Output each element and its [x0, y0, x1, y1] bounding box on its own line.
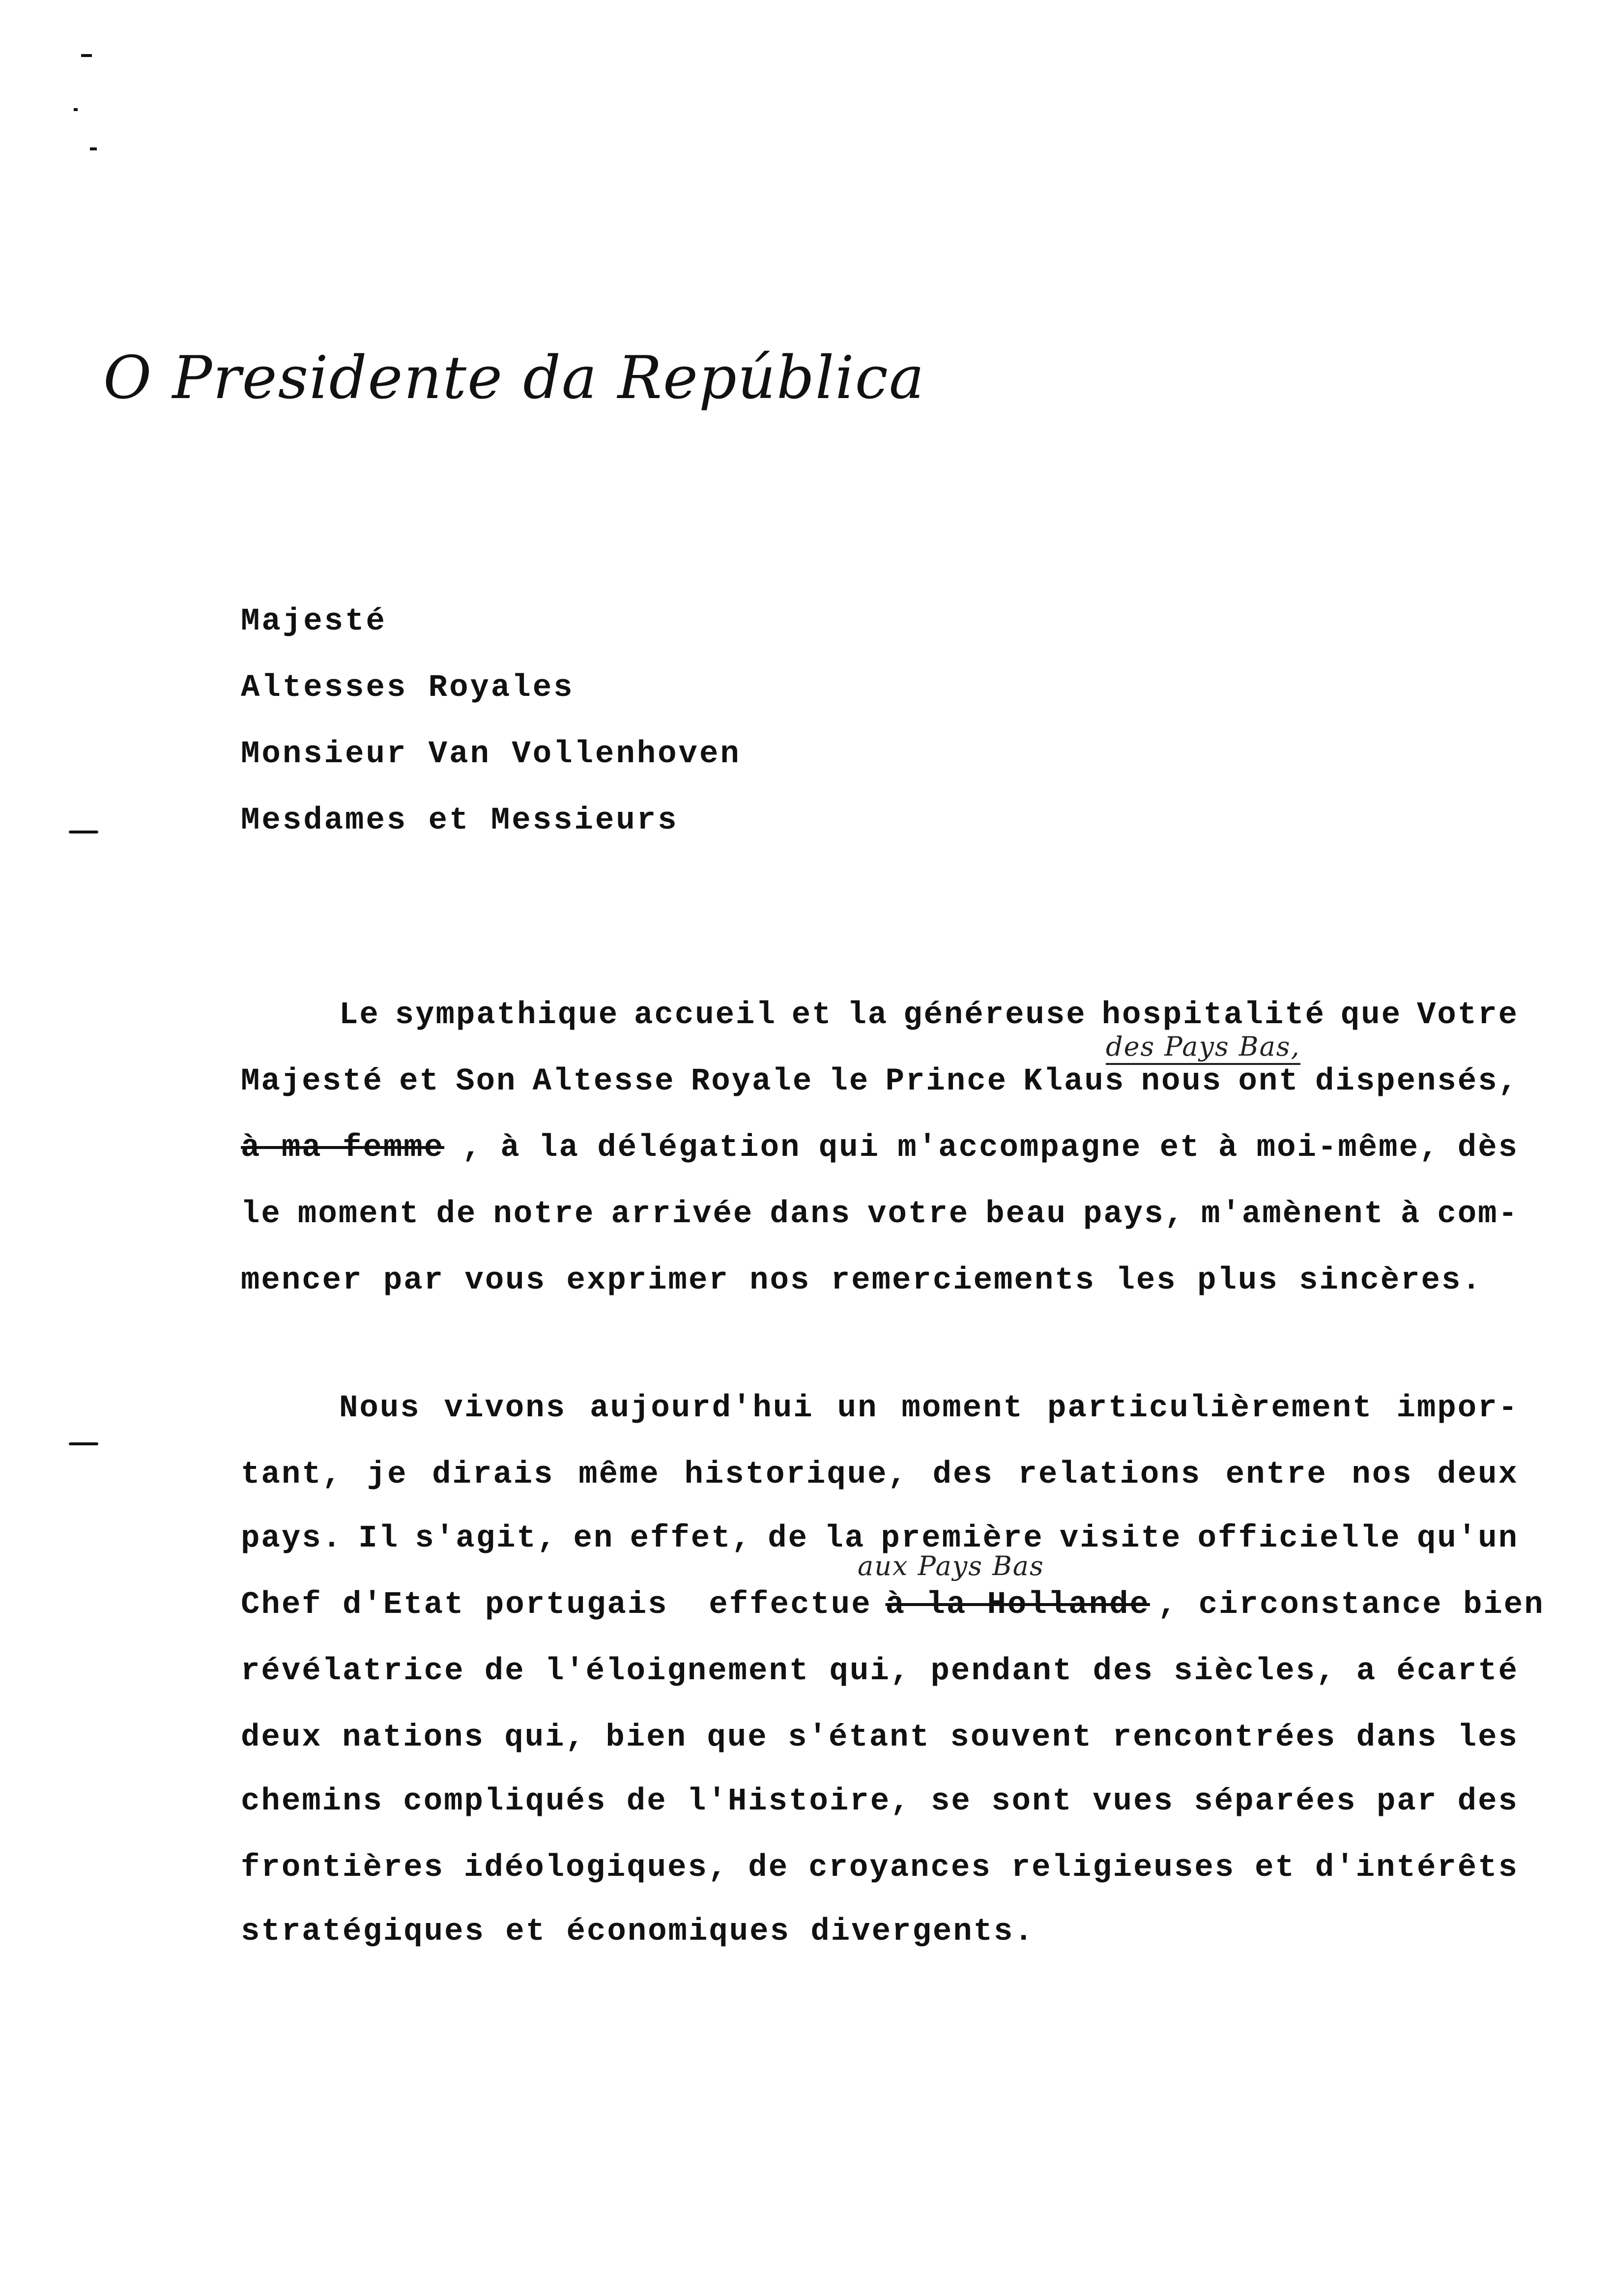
word: la	[847, 998, 889, 1033]
word: et	[399, 1064, 440, 1099]
word: religieuses	[1011, 1850, 1236, 1886]
paragraph-2-line-8	[241, 1850, 1519, 1886]
word: le	[241, 1197, 282, 1232]
word: idéologiques,	[464, 1850, 729, 1886]
word: nos	[1352, 1457, 1413, 1492]
paragraph-1-line-3	[241, 1130, 1519, 1166]
word: se	[930, 1784, 972, 1819]
word: effet,	[630, 1521, 752, 1556]
word: entre	[1225, 1457, 1327, 1492]
margin-mark	[69, 1442, 98, 1445]
word: moi-même,	[1256, 1130, 1440, 1166]
line-text: mencer par vous exprimer nos remerciements les plus sincères.	[241, 1263, 1482, 1298]
word: ,	[462, 1130, 483, 1166]
word: vivons	[444, 1391, 567, 1426]
word: Klaus	[1023, 1064, 1125, 1099]
word: et	[1159, 1130, 1201, 1166]
word: nations	[342, 1720, 485, 1755]
word: délégation	[597, 1130, 801, 1166]
word: pays.	[241, 1521, 343, 1556]
word: la	[539, 1130, 579, 1166]
word: généreuse	[903, 998, 1087, 1033]
word: Votre	[1416, 998, 1519, 1033]
word: les	[1457, 1720, 1519, 1755]
word: dispensés,	[1315, 1064, 1519, 1099]
line-text: stratégiques et économiques divergents.	[241, 1914, 1035, 1950]
word: séparées	[1194, 1784, 1357, 1819]
word: dans	[770, 1197, 852, 1232]
handwritten-insert: aux Pays Bas	[858, 1550, 1044, 1581]
salutation-line: Monsieur Van Vollenhoven	[241, 737, 741, 772]
word: s'agit,	[415, 1521, 558, 1556]
word: officielle	[1197, 1521, 1401, 1556]
word: qu'un	[1416, 1521, 1519, 1556]
word: première	[881, 1521, 1044, 1556]
word: Le	[339, 998, 380, 1033]
word: la	[824, 1521, 865, 1556]
word: impor-	[1396, 1391, 1519, 1426]
word: des	[1457, 1784, 1519, 1819]
word: l'éloignement	[545, 1654, 810, 1689]
word: et	[1255, 1850, 1295, 1886]
salutation-line: Altesses Royales	[241, 670, 575, 706]
word: de	[484, 1654, 525, 1689]
word: à	[500, 1130, 521, 1166]
word: accueil	[634, 998, 777, 1033]
word: deux	[1437, 1457, 1519, 1492]
word: aujourd'hui	[590, 1391, 814, 1426]
paragraph-2-line-7	[241, 1784, 1519, 1819]
word: m'accompagne	[897, 1130, 1142, 1166]
word: un	[837, 1391, 878, 1426]
paragraph-2-line-1	[339, 1391, 1519, 1426]
word: de	[748, 1850, 789, 1886]
word: et	[791, 998, 833, 1033]
word: nous	[1141, 1064, 1223, 1099]
word: hospitalité	[1101, 998, 1326, 1033]
line-text: Chef d'Etat portugais effectue	[241, 1587, 872, 1623]
paragraph-2-line-5	[241, 1654, 1519, 1689]
word: beau	[985, 1197, 1067, 1232]
word: Il	[358, 1521, 400, 1556]
word: des	[1093, 1654, 1154, 1689]
word: Majesté	[241, 1064, 383, 1099]
word: frontières	[241, 1850, 445, 1886]
word: souvent	[950, 1720, 1093, 1755]
word: pays,	[1083, 1197, 1185, 1232]
word: notre	[493, 1197, 595, 1232]
word: Altesse	[532, 1064, 675, 1099]
word: dès	[1457, 1130, 1519, 1166]
word: sont	[991, 1784, 1073, 1819]
word: particulièrement	[1047, 1391, 1373, 1426]
paragraph-1-line-1	[339, 998, 1519, 1033]
word: écarté	[1396, 1654, 1519, 1689]
salutation-line: Majesté	[241, 604, 387, 639]
word: à	[1218, 1130, 1239, 1166]
margin-mark	[69, 831, 98, 833]
handwritten-insert: des Pays Bas,	[1106, 1031, 1300, 1065]
margin-mark	[90, 147, 97, 150]
word: dirais	[432, 1457, 554, 1492]
word: même	[578, 1457, 660, 1492]
struck-text: à la Hollande	[885, 1587, 1150, 1623]
paragraph-1-line-5	[241, 1263, 1519, 1298]
word: croyances	[808, 1850, 992, 1886]
margin-mark	[74, 108, 78, 111]
word: qui,	[829, 1654, 911, 1689]
word: Nous	[339, 1391, 421, 1426]
word: que	[707, 1720, 768, 1755]
word: je	[367, 1457, 408, 1492]
word: en	[573, 1521, 614, 1556]
word: ont	[1238, 1064, 1299, 1099]
word: vues	[1093, 1784, 1174, 1819]
word: m'amènent	[1201, 1197, 1384, 1232]
salutation-line: Mesdames et Messieurs	[241, 803, 679, 838]
word: sympathique	[395, 998, 619, 1033]
word: Royale	[691, 1064, 813, 1099]
word: pendant	[930, 1654, 1073, 1689]
word: moment	[297, 1197, 420, 1232]
word: des	[932, 1457, 994, 1492]
paragraph-2-line-6	[241, 1720, 1519, 1755]
word: d'intérêts	[1315, 1850, 1519, 1886]
word: à	[1400, 1197, 1421, 1232]
word: Son	[456, 1064, 517, 1099]
word: historique,	[684, 1457, 908, 1492]
paragraph-2-line-2	[241, 1457, 1519, 1492]
word: de	[436, 1197, 477, 1232]
word: qui,	[504, 1720, 586, 1755]
word: tant,	[241, 1457, 343, 1492]
line-text: , circonstance bien	[1157, 1587, 1545, 1623]
word: bien	[605, 1720, 688, 1755]
salutation-block	[241, 589, 741, 854]
word: com-	[1437, 1197, 1519, 1232]
word: compliqués	[403, 1784, 607, 1819]
paragraph-1-line-2	[241, 1064, 1519, 1099]
word: le	[829, 1064, 870, 1099]
word: par	[1377, 1784, 1438, 1819]
word: l'Histoire,	[687, 1784, 911, 1819]
margin-mark	[81, 54, 92, 57]
word: rencontrées	[1112, 1720, 1337, 1755]
word: de	[768, 1521, 809, 1556]
word: deux	[241, 1720, 322, 1755]
word: s'étant	[788, 1720, 930, 1755]
word: siècles,	[1174, 1654, 1337, 1689]
word: visite	[1059, 1521, 1182, 1556]
word: arrivée	[611, 1197, 754, 1232]
word: votre	[867, 1197, 970, 1232]
word: Prince	[885, 1064, 1008, 1099]
struck-text: à ma femme	[241, 1130, 445, 1166]
letterhead: O Presidente da República	[103, 344, 925, 412]
word: chemins	[241, 1784, 383, 1819]
word: révélatrice	[241, 1654, 465, 1689]
paragraph-2-line-9	[241, 1914, 1519, 1950]
word: a	[1356, 1654, 1377, 1689]
word: dans	[1356, 1720, 1438, 1755]
word: qui	[818, 1130, 880, 1166]
word: de	[626, 1784, 667, 1819]
paragraph-2-line-4	[241, 1587, 1545, 1623]
word: relations	[1018, 1457, 1202, 1492]
word: moment	[901, 1391, 1024, 1426]
word: que	[1340, 998, 1402, 1033]
paragraph-1-line-4	[241, 1197, 1519, 1232]
